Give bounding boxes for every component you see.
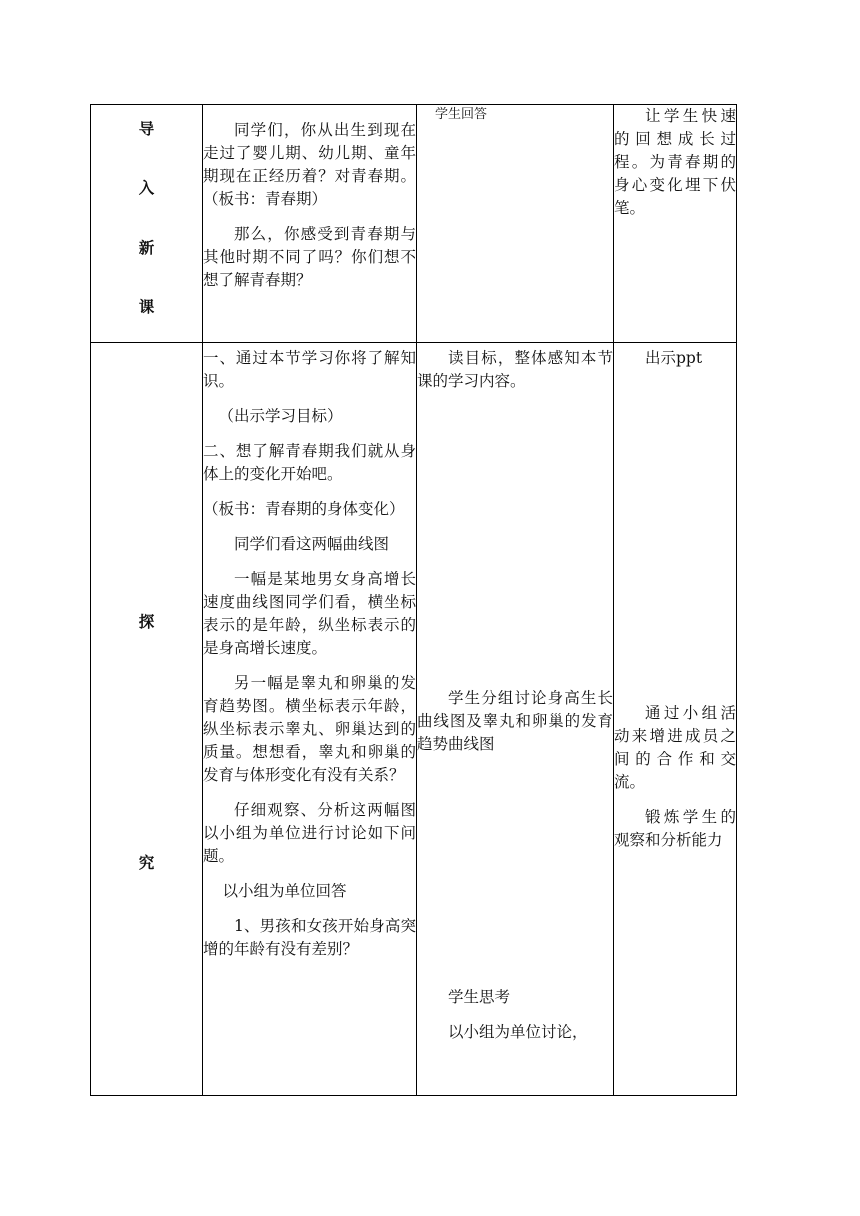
student-activity-cell: [417, 343, 614, 1096]
teacher-text: 以小组为单位回答: [222, 882, 347, 900]
intent-text: 通过小组活动来增进成员之间的合作和交流。: [614, 704, 736, 791]
table-row: [91, 105, 737, 343]
teacher-text: 那么，你感受到青春期与其他时期不同了吗？你们想不想了解青春期？: [203, 225, 416, 289]
design-intent-cell: [614, 105, 737, 343]
teacher-text: 仔细观察、分析这两幅图以小组为单位进行讨论如下问题。: [203, 801, 416, 865]
student-text: 学生思考: [448, 988, 511, 1006]
student-text: 学生分组讨论身高生长曲线图及睾丸和卵巢的发育趋势曲线图: [417, 689, 613, 753]
section-char: 探: [138, 613, 155, 631]
intent-text: 锻炼学生的观察和分析能力: [614, 808, 736, 849]
teacher-text: 二、想了解青春期我们就从身体上的变化开始吧。: [203, 442, 416, 483]
teacher-text: 同学们看这两幅曲线图: [234, 535, 390, 553]
teacher-activity-cell: [203, 343, 417, 1096]
section-char: 究: [138, 854, 155, 872]
design-intent-cell: [614, 343, 737, 1096]
teacher-text: 一、通过本节学习你将了解知识。: [203, 349, 416, 390]
section-char: 导: [138, 120, 155, 138]
section-label-intro: [91, 105, 203, 343]
student-text: 以小组为单位讨论，: [448, 1023, 588, 1041]
section-char: 新: [138, 239, 155, 257]
intent-text: 出示ppt: [645, 349, 703, 367]
student-text: 学生回答: [435, 107, 488, 122]
section-char: 入: [138, 179, 155, 197]
teacher-text: 同学们，你从出生到现在走过了婴儿期、幼儿期、童年期现在正经历着？对青春期。（板书：青春期）: [203, 121, 416, 208]
student-activity-cell: [417, 105, 614, 343]
intent-text: 让学生快速的回想成长过程。为青春期的身心变化埋下伏笔。: [614, 107, 736, 217]
teacher-text: 一幅是某地男女身高增长速度曲线图同学们看，横坐标表示的是年龄，纵坐标表示的是身高增长速度。: [203, 570, 416, 657]
teacher-text: 1、男孩和女孩开始身高突增的年龄有没有差别？: [203, 917, 416, 958]
table-row: [91, 343, 737, 1096]
lesson-plan-table: [90, 104, 737, 1096]
teacher-text: （出示学习目标）: [218, 407, 343, 425]
section-char: 课: [138, 298, 155, 316]
teacher-text: 另一幅是睾丸和卵巢的发育趋势图。横坐标表示年龄，纵坐标表示睾丸、卵巢达到的质量。想想看，睾丸和卵巢的发育与体形变化有没有关系？: [203, 674, 416, 784]
teacher-activity-cell: [203, 105, 417, 343]
teacher-text: （板书：青春期的身体变化）: [203, 500, 405, 518]
student-text: 读目标，整体感知本节课的学习内容。: [417, 349, 613, 390]
section-label-explore: [91, 343, 203, 1096]
